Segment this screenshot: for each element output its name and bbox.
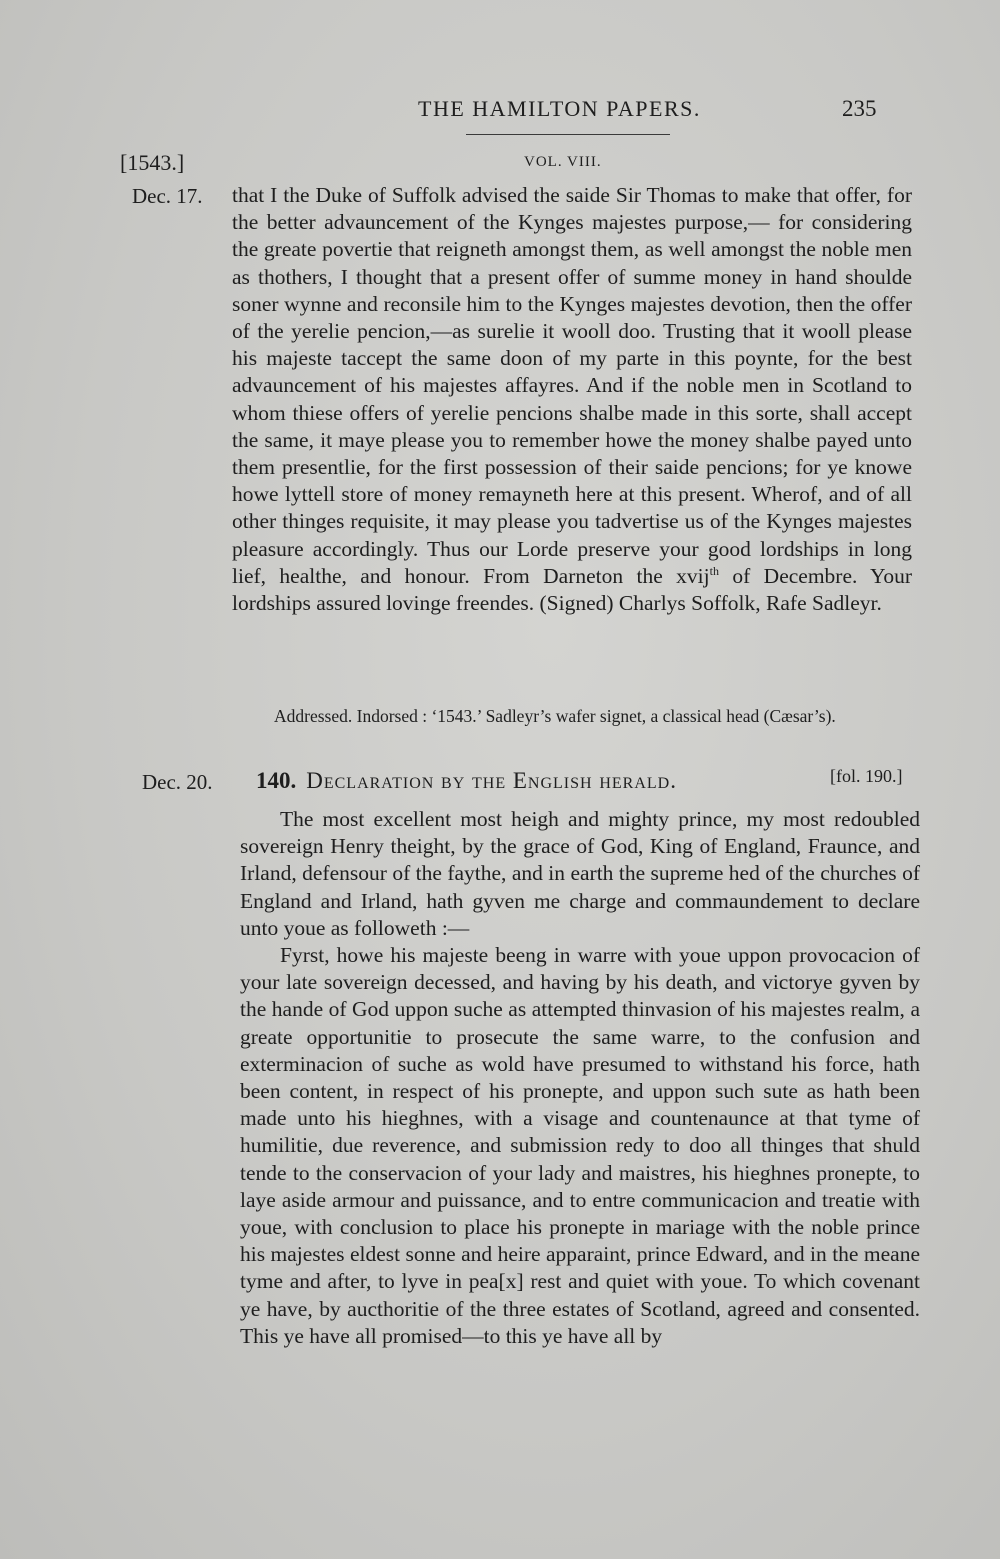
letter-text-tail: of Decembre. Your lordships assured lovinge freendes. (Signed) Charlys Soffolk, Rafe Sadleyr. <box>232 563 912 616</box>
document-title: Declaration by the English herald. <box>306 768 677 793</box>
declaration-body <box>240 806 920 1350</box>
declaration-date: Dec. 20. <box>142 770 213 794</box>
document-number: 140. <box>256 768 297 793</box>
page-number: 235 <box>842 96 877 121</box>
volume-label: VOL. VIII. <box>524 154 602 170</box>
header-rule <box>466 134 670 135</box>
address-note: Addressed. Indorsed : ‘1543.’ Sadleyr’s wafer signet, a classical head (Cæsar’s). <box>274 706 836 726</box>
year-marker: [1543.] <box>120 150 185 175</box>
letter-date: Dec. 17. <box>132 184 203 208</box>
declaration-paragraph-2: Fyrst, howe his majeste beeng in warre with youe uppon provocacion of your late sovereign decessed, and having by his death, and victorye gyven by the hande of God uppon suche as attempted thinvasion of his majestes realm, a greate opportunitie to prosecute the same warre, to the confusion and exterminacion of suche as wold have presumed to withstand his force, hath been content, in respect of his pronepte, and uppon such sute as hath been made unto his hieghnes, with a visage and countenaunce at that tyme of humilitie, due reverence, and submission redy to doo all thinges that shuld tende to the conservacion of your lady and maistres, his hieghnes pronepte, to laye aside armour and puissance, and to entre communicacion and treatie with youe, with conclusion to place his pronepte in mariage with the noble prince his majestes eldest sonne and heire apparaint, prince Edward, and in the meane tyme and after, to lyve in pea[x] rest and quiet with youe. To which covenant ye have, by aucthoritie of the three estates of Scotland, agreed and consented. This ye have all promised—to this ye have all by <box>240 943 920 1348</box>
folio-reference: [fol. 190.] <box>830 766 903 786</box>
declaration-paragraph-1: The most excellent most heigh and mighty prince, my most redoubled sovereign Henry theight, by the grace of God, King of England, Fraunce, and Irland, defensour of the faythe, and in earth the supreme hed of the churches of England and Irland, hath gyven me charge and commaundement to declare unto youe as followeth :— <box>240 807 920 940</box>
letter-body <box>232 182 912 617</box>
running-title: THE HAMILTON PAPERS. <box>418 96 701 121</box>
ordinal-suffix: th <box>709 563 719 578</box>
document-heading <box>256 768 677 794</box>
letter-paragraph <box>232 182 912 617</box>
letter-text-main: that I the Duke of Suffolk advised the saide Sir Thomas to make that offer, for the better advauncement of the Kynges majestes purpose,— for considering the greate povertie that reigneth amongst them, as well amongst the noble men as thothers, I thought that a present offer of summe money in hand shoulde soner wynne and reconsile him to the Kynges majestes devotion, then the offer of the yerelie pencion,—as surelie it wooll doo. Trusting that it wooll please his majeste taccept the same doon of my parte in this poynte, for the best advauncement of his majestes affayres. And if the noble men in Scotland to whom thiese offers of yerelie pencions shalbe made in this sorte, shall accept the same, it maye please you to remember howe the money shalbe payed unto them presentlie, for the first possession of their saide pencions; for ye knowe howe lyttell store of money remayneth here at this present. Wherof, and of all other thinges requisite, it may please you tadvertise us of the Kynges majestes pleasure accordingly. Thus our Lorde preserve your good lordships in long lief, healthe, and honour. From Darneton the xvij <box>232 183 912 588</box>
